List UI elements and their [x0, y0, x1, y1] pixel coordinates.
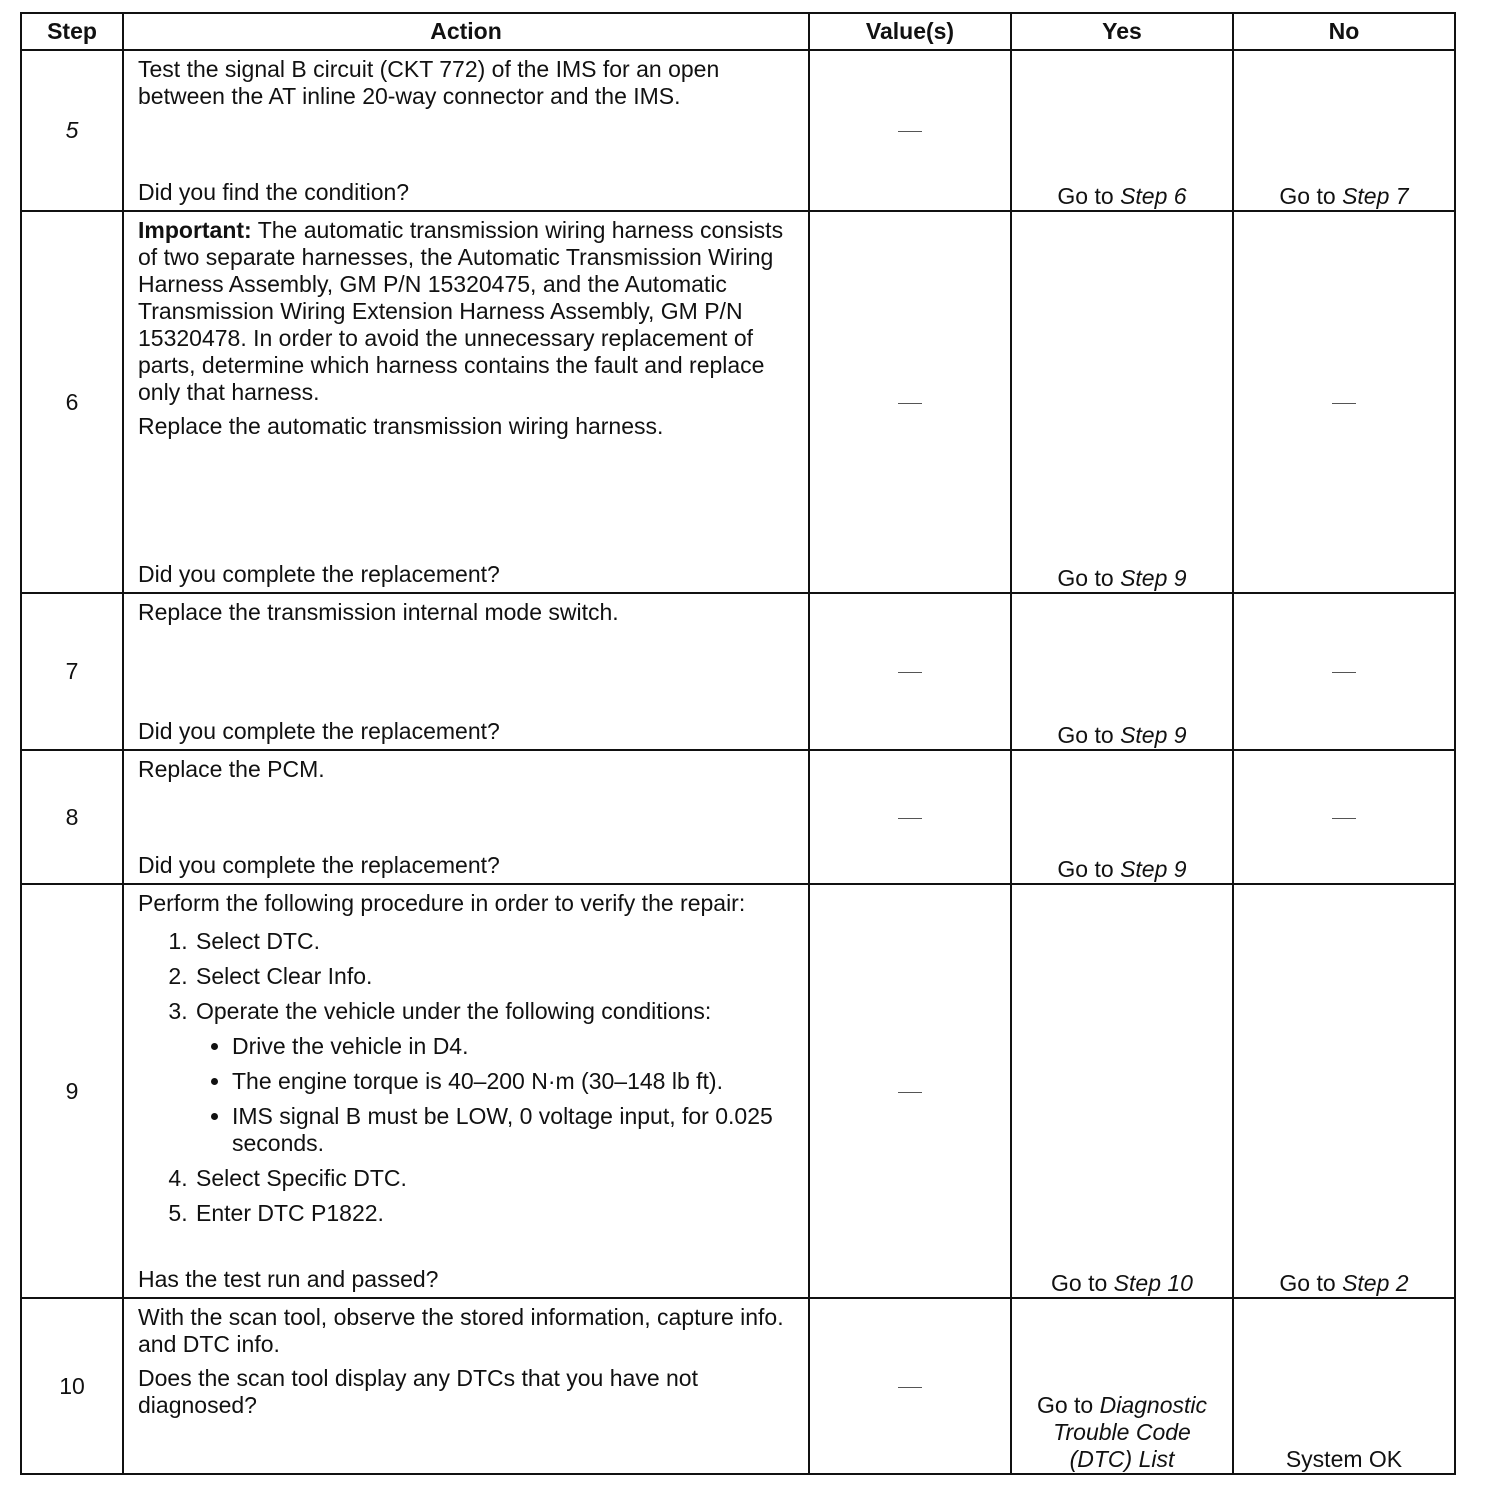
no-cell — [1233, 1298, 1455, 1474]
no-prefix: Go to — [1279, 183, 1343, 209]
action-cell — [123, 884, 809, 1298]
yes-cell — [1011, 884, 1233, 1298]
condition-item: • The engine torque is 40–200 N·m (30–148 lb ft). — [232, 1068, 798, 1095]
yes-step-link[interactable]: Step 9 — [1120, 856, 1187, 882]
action-question: Did you complete the replacement? — [138, 718, 500, 744]
table-row — [21, 750, 1455, 884]
action-cell — [123, 50, 809, 211]
diagnostic-table — [20, 12, 1456, 1475]
condition-item: • IMS signal B must be LOW, 0 voltage input, for 0.025 seconds. — [232, 1103, 798, 1157]
action-cell — [123, 1298, 809, 1474]
list-item: 4. Select Specific DTC. — [194, 1165, 798, 1192]
yes-step-link[interactable]: Step 9 — [1120, 722, 1187, 748]
action-text: Replace the PCM. — [138, 756, 325, 782]
step-number: 5 — [21, 50, 123, 211]
action-cell — [123, 211, 809, 593]
action-cell — [123, 593, 809, 750]
action-question: Has the test run and passed? — [138, 1266, 439, 1292]
yes-cell — [1011, 750, 1233, 884]
list-item: 1. Select DTC. — [194, 928, 798, 955]
table-row — [21, 593, 1455, 750]
yes-prefix: Go to — [1057, 856, 1121, 882]
action-text: Test the signal B circuit (CKT 772) of the IMS for an open between the AT inline 20-way connector and the IMS. — [138, 56, 720, 109]
list-item: 5. Enter DTC P1822. — [194, 1200, 798, 1227]
action-text: Replace the transmission internal mode switch. — [138, 599, 619, 625]
action-text: Perform the following procedure in order to verify the repair: — [138, 890, 746, 916]
no-result: System OK — [1285, 1446, 1403, 1472]
empty-value-dash — [898, 403, 922, 404]
empty-value-dash — [898, 1092, 922, 1093]
no-step-link[interactable]: Step 2 — [1342, 1270, 1409, 1296]
action-text: Replace the automatic transmission wiring harness. — [138, 413, 664, 439]
yes-step-link[interactable]: Step 10 — [1113, 1270, 1193, 1296]
important-label: Important: — [138, 217, 252, 243]
action-question: Did you find the condition? — [138, 179, 410, 205]
value-cell — [809, 211, 1011, 593]
no-cell — [1233, 50, 1455, 211]
yes-cell — [1011, 50, 1233, 211]
header-row — [21, 13, 1455, 50]
step-number: 7 — [21, 593, 123, 750]
step-number: 6 — [21, 211, 123, 593]
value-cell — [809, 593, 1011, 750]
no-step-link[interactable]: Step 7 — [1342, 183, 1409, 209]
list-item: 2. Select Clear Info. — [194, 963, 798, 990]
condition-item: • Drive the vehicle in D4. — [232, 1033, 798, 1060]
yes-prefix: Go to — [1057, 722, 1121, 748]
empty-value-dash — [1332, 403, 1356, 404]
yes-step-link[interactable]: Step 9 — [1120, 565, 1187, 591]
action-question: Does the scan tool display any DTCs that you have not diagnosed? — [138, 1365, 698, 1418]
table-row — [21, 884, 1455, 1298]
yes-prefix: Go to — [1057, 565, 1121, 591]
procedure-list — [138, 928, 798, 1227]
value-cell — [809, 50, 1011, 211]
yes-cell — [1011, 211, 1233, 593]
important-text: The automatic transmission wiring harness consists of two separate harnesses, the Automatic Transmission Wiring Harness Assembly, GM P/N 15320475, and the Automatic Transmission Wiring Extension Harness Assembly, GM P/N 15320478. In order to avoid the unnecessary replacement of parts, determine which harness contains the fault and replace only that harness. — [138, 217, 784, 405]
action-text: With the scan tool, observe the stored information, capture info. and DTC info. — [138, 1304, 784, 1357]
action-question: Did you complete the replacement? — [138, 561, 500, 587]
value-cell — [809, 884, 1011, 1298]
value-cell — [809, 750, 1011, 884]
header-action: Action — [123, 13, 809, 50]
yes-prefix: Go to — [1036, 1392, 1100, 1418]
table-row — [21, 50, 1455, 211]
header-step: Step — [21, 13, 123, 50]
empty-value-dash — [898, 818, 922, 819]
empty-value-dash — [898, 131, 922, 132]
value-cell — [809, 1298, 1011, 1474]
yes-prefix: Go to — [1057, 183, 1121, 209]
action-cell — [123, 750, 809, 884]
list-item — [194, 998, 798, 1157]
empty-value-dash — [898, 1387, 922, 1388]
yes-cell — [1011, 1298, 1233, 1474]
no-cell — [1233, 884, 1455, 1298]
header-yes: Yes — [1011, 13, 1233, 50]
no-cell — [1233, 750, 1455, 884]
no-cell — [1233, 593, 1455, 750]
list-item-text: Operate the vehicle under the following conditions: — [196, 998, 712, 1024]
conditions-list — [196, 1033, 798, 1157]
table-row — [21, 1298, 1455, 1474]
yes-step-link[interactable]: Step 6 — [1120, 183, 1187, 209]
empty-value-dash — [1332, 818, 1356, 819]
empty-value-dash — [1332, 672, 1356, 673]
yes-dtc-link[interactable]: Diagnostic Trouble Code (DTC) List — [1053, 1392, 1208, 1472]
yes-cell — [1011, 593, 1233, 750]
table-row — [21, 211, 1455, 593]
empty-value-dash — [898, 672, 922, 673]
step-number: 10 — [21, 1298, 123, 1474]
no-prefix: Go to — [1279, 1270, 1343, 1296]
no-cell — [1233, 211, 1455, 593]
header-values: Value(s) — [809, 13, 1011, 50]
step-number: 8 — [21, 750, 123, 884]
header-no: No — [1233, 13, 1455, 50]
important-note — [138, 217, 798, 406]
action-question: Did you complete the replacement? — [138, 852, 500, 878]
step-number: 9 — [21, 884, 123, 1298]
yes-prefix: Go to — [1051, 1270, 1114, 1296]
